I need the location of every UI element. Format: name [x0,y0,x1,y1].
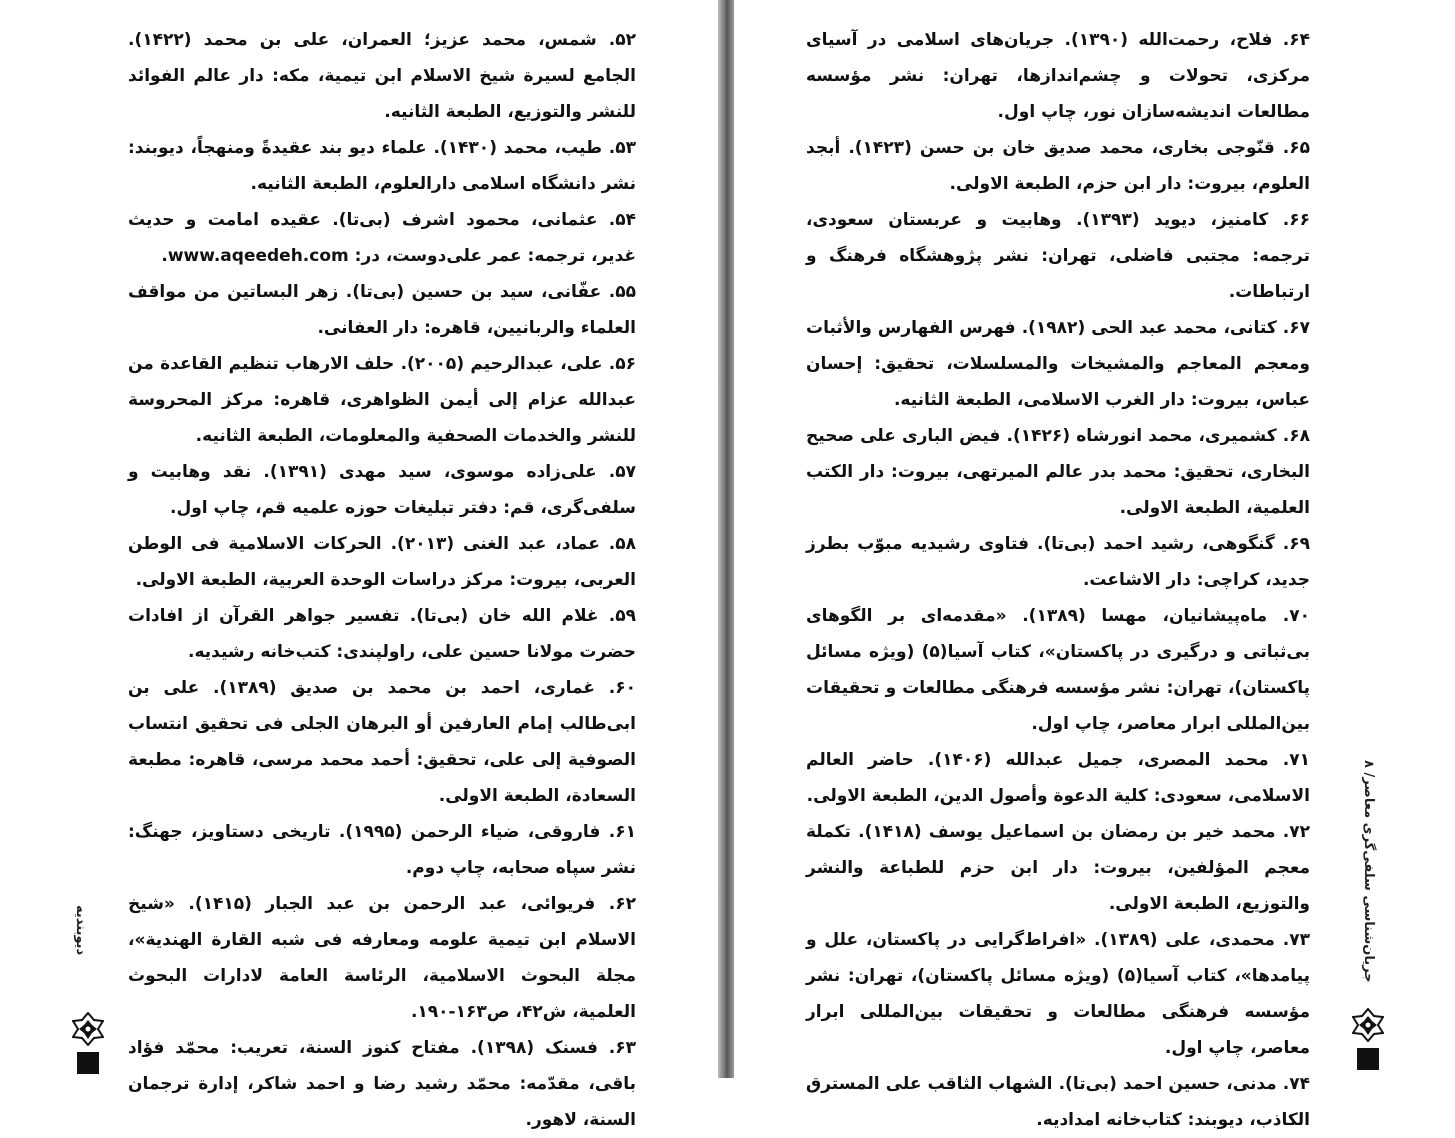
page-mark-icon [77,1052,99,1074]
ornament-icon [1352,1008,1384,1042]
left-bibliography-column [128,22,636,1138]
bibliography-entry-73: ۷۳. محمدی، علی (۱۳۸۹). «افراط‌گرایی در پاکستان، علل و پیامدها»، کتاب آسیا(۵) (ویژه مسائل پاکستان)، تهران: نشر مؤسسه فرهنگی مطالعات و تحقیقات بین‌المللی ابرار معاصر، چاپ اول. [806,930,1311,1058]
bibliography-entry-55: ۵۵. عفّانی، سید بن حسین (بی‌تا). زهر البساتین من مواقف العلماء والربانیین، قاهره: دار العفانی. [128,282,636,338]
bibliography-entry-60: ۶۰. غماری، احمد بن محمد بن صدیق (۱۳۸۹). علی بن ابی‌طالب إمام العارفین أو البرهان الجلی فی تحقیق انتساب الصوفیة إلی علی، تحقیق: أحمد محمد مرسی، قاهره: مطبعة السعادة، الطبعة الاولی. [128,678,636,806]
bibliography-entry-61: ۶۱. فاروقی، ضیاء الرحمن (۱۹۹۵). تاریخی دستاویز، جهنگ: نشر سپاه صحابه، چاپ دوم. [128,822,636,878]
bibliography-entry-64: ۶۴. فلاح، رحمت‌الله (۱۳۹۰). جریان‌های اسلامی در آسیای مرکزی، تحولات و چشم‌اندازها، تهران: نشر مؤسسه مطالعات اندیشه‌سازان نور، چاپ اول. [806,30,1310,122]
ornament-icon [72,1012,104,1046]
bibliography-entry-72: ۷۲. محمد خیر بن رمضان بن اسماعیل یوسف (۱۴۱۸). تکملة معجم المؤلفین، بیروت: دار ابن حزم للطباعة والنشر والتوزیع، الطبعة الاولی. [806,822,1310,914]
left-running-head: دیوبندیه [73,905,88,956]
bibliography-entry-54: ۵۴. عثمانی، محمود اشرف (بی‌تا). عقیده امامت و حدیث غدیر، ترجمه: عمر علی‌دوست، در: www.aqeedeh.com. [128,210,636,266]
bibliography-entry-65: ۶۵. قنّوجی بخاری، محمد صدیق خان بن حسن (۱۴۲۳). أبجد العلوم، بیروت: دار ابن حزم، الطبعة الاولی. [806,138,1310,194]
right-running-head: جریان‌شناسی سلفی‌گری معاصر/ ۸ [1361,760,1376,983]
bibliography-entry-74: ۷۴. مدنی، حسین احمد (بی‌تا). الشهاب الثاقب علی المسترق الکاذب، دیوبند: کتاب‌خانه امدادیه. [806,1074,1310,1130]
bibliography-entry-52: ۵۲. شمس، محمد عزیز؛ العمران، علی بن محمد (۱۴۲۲). الجامع لسیرة شیخ الاسلام ابن تیمیة، مکه: دار عالم الفوائد للنشر والتوزیع، الطبعة الثانیه. [128,30,636,122]
bibliography-entry-71: ۷۱. محمد المصری، جمیل عبدالله (۱۴۰۶). حاضر العالم الاسلامی، سعودی: کلیة الدعوة وأصول الدین، الطبعة الاولی. [806,750,1310,806]
bibliography-entry-53: ۵۳. طیب، محمد (۱۴۳۰). علماء دیو بند عقیدةً ومنهجاً، دیوبند: نشر دانشگاه اسلامی دارالعلوم، الطبعة الثانیه. [128,138,636,194]
bibliography-entry-68: ۶۸. کشمیری، محمد انورشاه (۱۴۲۶). فیض الباری علی صحیح البخاری، تحقیق: محمد بدر عالم المیرتهی، بیروت: دار الکتب العلمیة، الطبعة الاولی. [806,426,1311,518]
left-page [0,0,718,1130]
right-page [734,0,1455,1130]
bibliography-entry-66: ۶۶. کامنیز، دیوید (۱۳۹۳). وهابیت و عربستان سعودی، ترجمه: مجتبی فاضلی، تهران: نشر پژوهشگاه فرهنگ و ارتباطات. [806,210,1310,302]
bibliography-entry-56: ۵۶. علی، عبدالرحیم (۲۰۰۵). حلف الارهاب تنظیم القاعدة من عبدالله عزام إلی أیمن الظواهری، قاهره: مرکز المحروسة للنشر والخدمات الصحفیة والمعلومات، الطبعة الثانیه. [128,354,636,446]
bibliography-entry-70: ۷۰. ماه‌پیشانیان، مهسا (۱۳۸۹). «مقدمه‌ای بر الگوهای بی‌ثباتی و درگیری در پاکستان»، کتاب آسیا(۵) (ویژه مسائل پاکستان)، تهران: نشر مؤسسه فرهنگی مطالعات و تحقیقات بین‌المللی ابرار معاصر، چاپ اول. [806,606,1310,734]
bibliography-entry-59: ۵۹. غلام الله خان (بی‌تا). تفسیر جواهر القرآن از افادات حضرت مولانا حسین علی، راولپندی: کتب‌خانه رشیدیه. [128,606,636,662]
bibliography-entry-57: ۵۷. علی‌زاده موسوی، سید مهدی (۱۳۹۱). نقد وهابیت و سلفی‌گری، قم: دفتر تبلیغات حوزه علمیه قم، چاپ اول. [128,462,636,518]
bibliography-entry-58: ۵۸. عماد، عبد الغنی (۲۰۱۳). الحرکات الاسلامیة فی الوطن العربی، بیروت: مرکز دراسات الوحدة العربیة، الطبعة الاولی. [128,534,637,590]
bibliography-entry-63: ۶۳. فسنک (۱۳۹۸). مفتاح کنوز السنة، تعریب: محمّد فؤاد باقی، مقدّمه: محمّد رشید رضا و احمد شاکر، إدارة ترجمان السنة، لاهور. [128,1038,636,1130]
bibliography-entry-67: ۶۷. کتانی، محمد عبد الحی (۱۹۸۲). فهرس الفهارس والأثبات ومعجم المعاجم والمشیخات والمسلسلات، تحقیق: إحسان عباس، بیروت: دار الغرب الاسلامی، الطبعة الثانیه. [806,318,1310,410]
bibliography-entry-62: ۶۲. فریوائی، عبد الرحمن بن عبد الجبار (۱۴۱۵). «شیخ الاسلام ابن تیمیة علومه ومعارفه فی شبه القارة الهندیة»، مجلة البحوث الاسلامیة، الرئاسة العامة لادارات البحوث العلمیة، ش۴۲، ص۱۶۳-۱۹۰. [128,894,636,1022]
bibliography-entry-69: ۶۹. گنگوهی، رشید احمد (بی‌تا). فتاوی رشیدیه مبوّب بطرز جدید، کراچی: دار الاشاعت. [806,534,1310,590]
page-mark-icon [1357,1048,1379,1070]
right-bibliography-column [806,22,1310,1138]
book-spine [718,0,734,1078]
